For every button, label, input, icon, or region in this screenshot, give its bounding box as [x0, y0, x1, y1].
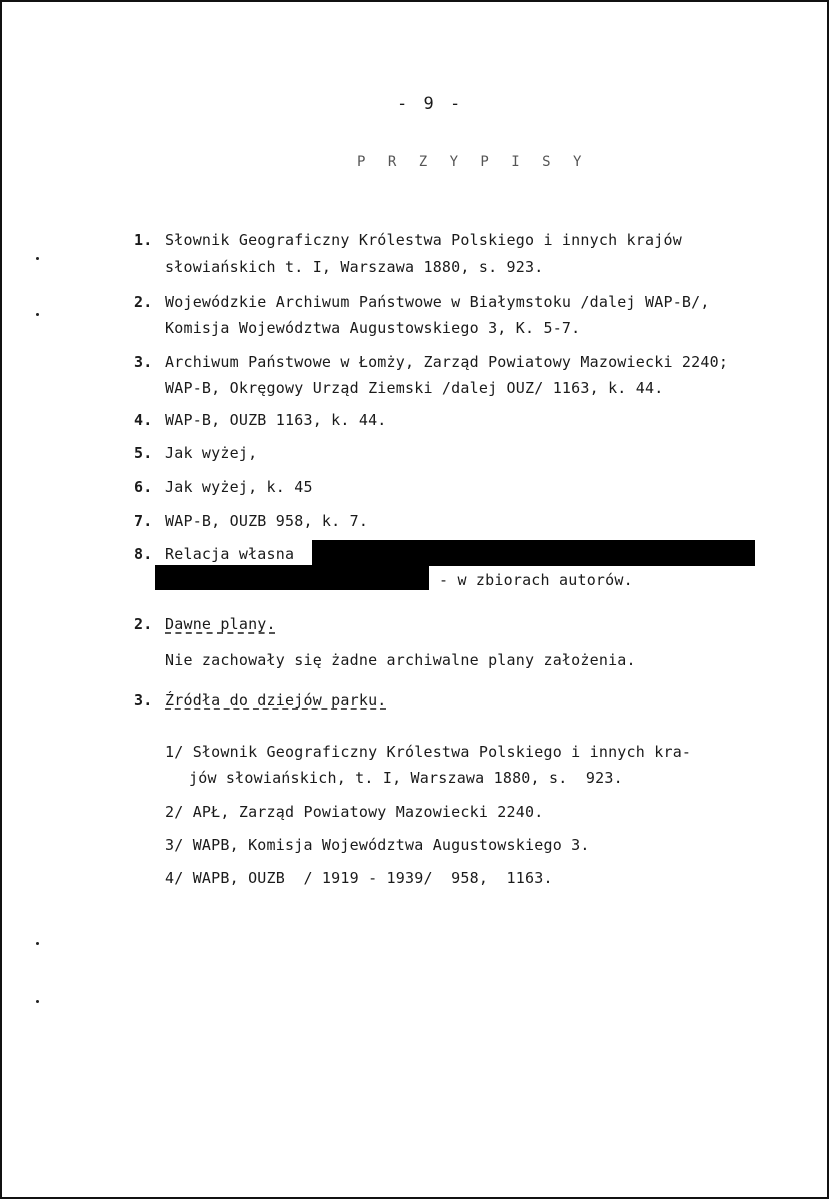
section-heading: P R Z Y P I S Y [357, 154, 589, 170]
footnote-text-line: Jak wyżej, [165, 444, 258, 462]
section-number: 3. [134, 691, 153, 709]
footnote-text-line: Jak wyżej, k. 45 [165, 478, 313, 496]
footnote-number: 4. [134, 411, 153, 429]
footnote-number: 7. [134, 512, 153, 530]
footnote-text-line: Komisja Województwa Augustowskiego 3, K. 5-7. [165, 319, 581, 337]
margin-dot [36, 313, 39, 316]
source-item-line: 2/ APŁ, Zarząd Powiatowy Mazowiecki 2240. [165, 803, 544, 821]
footnote-number: 1. [134, 231, 153, 249]
footnote-text-line: Relacja własna [165, 545, 295, 563]
footnote-text-line: Archiwum Państwowe w Łomży, Zarząd Powiatowy Mazowiecki 2240; [165, 353, 729, 371]
source-item-line: 4/ WAPB, OUZB / 1919 - 1939/ 958, 1163. [165, 869, 553, 887]
section-title: Źródła do dziejów parku. [165, 691, 387, 709]
footnote-number: 6. [134, 478, 153, 496]
footnote-text-line: Wojewódzkie Archiwum Państwowe w Białymstoku /dalej WAP-B/, [165, 293, 710, 311]
footnote-text-line: WAP-B, OUZB 1163, k. 44. [165, 411, 387, 429]
section-title: Dawne plany. [165, 615, 276, 633]
redaction-bar [155, 565, 429, 590]
page-number: - 9 - [397, 94, 464, 114]
section-number: 2. [134, 615, 153, 633]
section-text: Nie zachowały się żadne archiwalne plany założenia. [165, 651, 636, 669]
footnote-text-line: - w zbiorach autorów. [439, 571, 633, 589]
footnote-text-line: WAP-B, Okręgowy Urząd Ziemski /dalej OUZ/ 1163, k. 44. [165, 379, 664, 397]
footnote-number: 3. [134, 353, 153, 371]
footnote-number: 5. [134, 444, 153, 462]
margin-dot [36, 1000, 39, 1003]
footnote-text-line: Słownik Geograficzny Królestwa Polskiego i innych krajów [165, 231, 682, 249]
footnote-text-line: słowiańskich t. I, Warszawa 1880, s. 923. [165, 258, 544, 276]
source-item-line: jów słowiańskich, t. I, Warszawa 1880, s. 923. [189, 769, 623, 787]
margin-dot [36, 257, 39, 260]
margin-dot [36, 942, 39, 945]
footnote-number: 8. [134, 545, 153, 563]
source-item-line: 1/ Słownik Geograficzny Królestwa Polskiego i innych kra- [165, 743, 692, 761]
footnote-number: 2. [134, 293, 153, 311]
source-item-line: 3/ WAPB, Komisja Województwa Augustowskiego 3. [165, 836, 590, 854]
redaction-bar [312, 540, 755, 566]
footnote-text-line: WAP-B, OUZB 958, k. 7. [165, 512, 369, 530]
